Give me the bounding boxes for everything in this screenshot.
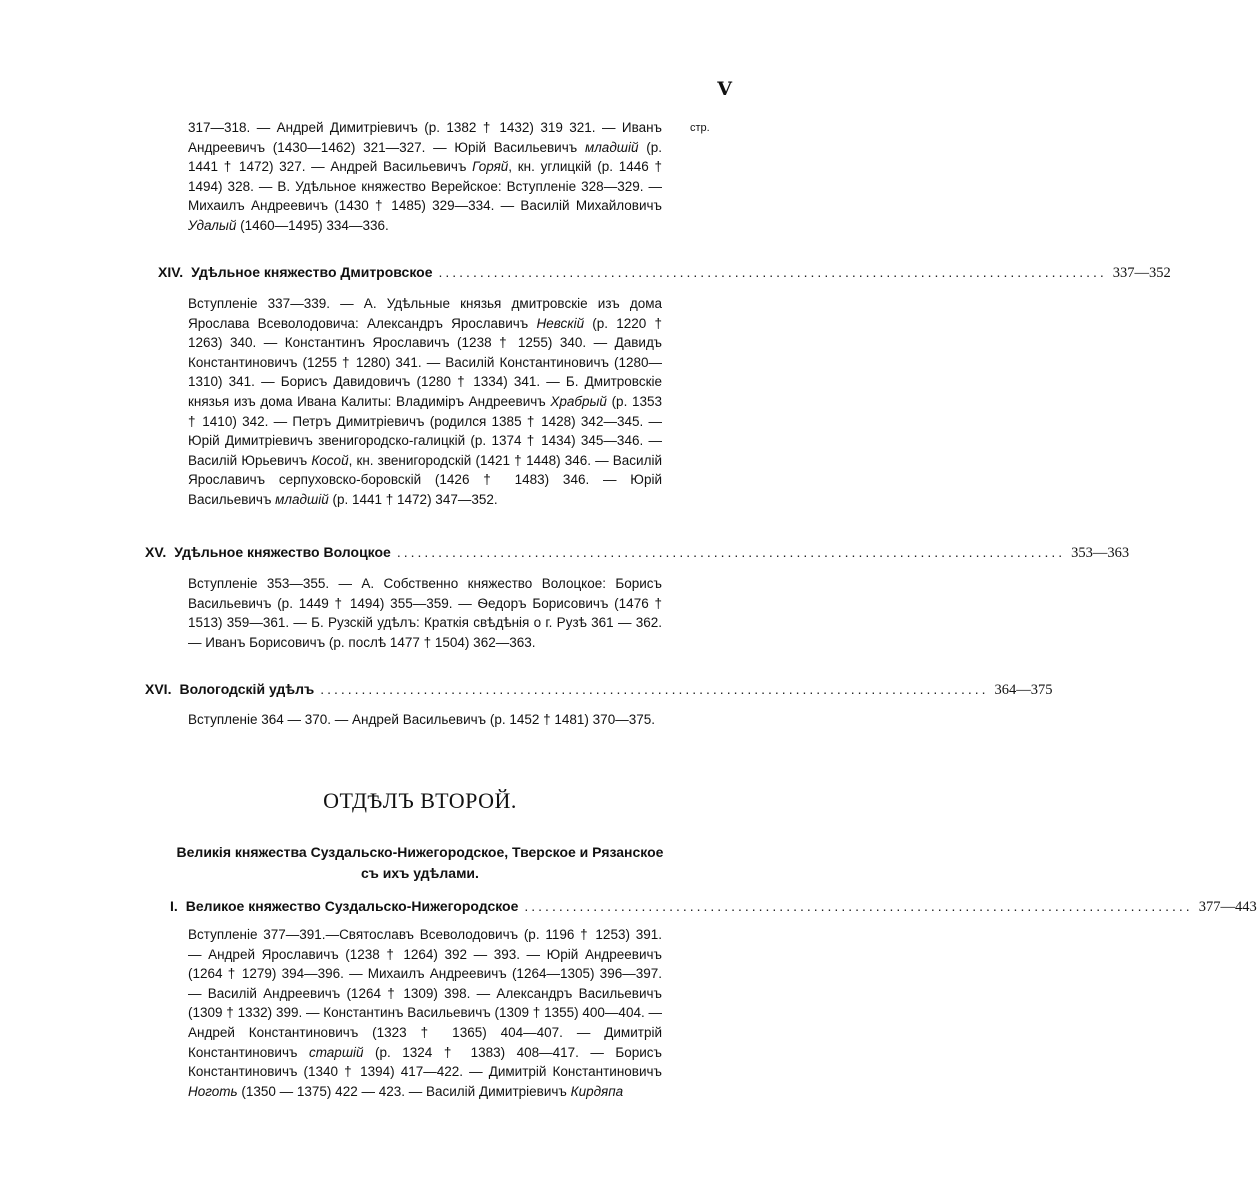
dot-leader: ................................................................................................. — [320, 681, 989, 697]
section-title: Удѣльное княжество Дмитровское — [191, 264, 433, 280]
part-title: ОТДѢЛЪ ВТОРОЙ. — [323, 788, 517, 813]
dot-leader: ................................................................................................. — [524, 898, 1193, 914]
text-run: (р. 1220 † 1263) 340. — Константинъ Ярославичъ (1238 † 1255) 340. — Давидъ Константиновичъ (1255 † 1280) 341. — Василій Константиновичъ (1280—1310) 341. — Борисъ Давидовичъ (1280 † 1334) 341. — Б. Дмитровскіе князья изъ дома Ивана Калиты: Владиміръ Андреевичъ — [188, 315, 663, 409]
page-range: 353—363 — [1071, 545, 1130, 561]
section-xiv-body — [188, 294, 662, 510]
epithet: младшій — [275, 491, 329, 507]
section-title: Великое княжество Суздальско-Нижегородское — [185, 898, 519, 914]
text-run: (1350 — 1375) 422 — 423. — Василій Димитріевичъ — [237, 1083, 571, 1099]
part-subtitle-line: съ ихъ удѣлами. — [361, 865, 479, 881]
text-run: , кн. углицкій (р. 1446 † 1494) 328. — В. Удѣльное княжество Верейское: Вступленіе 328—329. — Михаилъ Андреевичъ (1430 † 1485) 329—334. — Василій Михайловичъ — [188, 159, 663, 214]
text-run: Вступленіе 353—355. — А. Собственно княжество Волоцкое: Борисъ Васильевичъ (р. 1449 † 1494) 355—359. — Ѳедоръ Борисовичъ (1476 † 1513) 359—361. — Б. Рузскій удѣлъ: Краткія свѣдѣнія о г. Рузѣ 361 — 362. — Иванъ Борисовичъ (р. послѣ 1477 † 1504) 362—363. — [188, 576, 662, 650]
section-xvi-body — [188, 710, 662, 730]
margin-note: стр. — [690, 122, 710, 134]
text-run: , кн. звенигородскій (1421 † 1448) 346. — Василій Ярославичъ серпуховско-боровскій (1426 † 1483) 346. — Юрій Васильевичъ — [188, 452, 662, 507]
epithet: Храбрый — [550, 393, 607, 409]
part-subtitle — [150, 842, 690, 884]
toc-entry-i — [170, 898, 1257, 916]
section-numeral: I. — [170, 898, 178, 914]
section-numeral: XV. — [145, 544, 167, 560]
section-numeral: XIV. — [158, 264, 184, 280]
text-run: (р. 1441 † 1472) 327. — Андрей Васильевичъ — [188, 139, 662, 175]
section-title: Удѣльное княжество Волоцкое — [174, 544, 391, 560]
toc-entry-xvi — [145, 681, 1053, 699]
text-run: 317—318. — Андрей Димитріевичъ (р. 1382 † 1432) 319 321. — Иванъ Андреевичъ (1430—1462) 321—327. — Юрій Васильевичъ — [188, 120, 662, 155]
toc-entry-xv — [145, 544, 1130, 562]
epithet: Ноготь — [188, 1083, 238, 1099]
epithet: младшій — [584, 139, 639, 155]
section-xv-body — [188, 574, 662, 652]
text-run: Вступленіе 377—391.—Святославъ Всеволодовичъ (р. 1196 † 1253) 391. — Андрей Ярославичъ (1238 † 1264) 392 — 393. — Юрій Андреевичъ (1264 † 1279) 394—396. — Михаилъ Андреевичъ (1264—1305) 396—397. — Василій Андреевичъ (1264 † 1309) 398. — Александръ Васильевичъ (1309 † 1332) 399. — Константинъ Васильевичъ (1309 † 1355) 400—404. — Андрей Константиновичъ (1323 † 1365) 404—407. — Димитрій Константиновичъ — [188, 927, 662, 1060]
epithet: старшій — [308, 1044, 364, 1060]
text-run: (р. 1353 † 1410) 342. — Петръ Димитріевичъ (родился 1385 † 1428) 342—345. — Юрій Димитріевичъ звенигородско-галицкій (р. 1374 † 1434) 345—346. — Василій Юрьевичъ — [188, 393, 662, 468]
page-range: 337—352 — [1112, 265, 1171, 281]
epithet: Невскій — [536, 315, 585, 331]
section-title: Вологодскій удѣлъ — [179, 681, 315, 697]
continuation-paragraph — [188, 118, 662, 236]
toc-entry-xiv — [158, 264, 1171, 282]
dot-leader: ................................................................................................. — [438, 264, 1107, 280]
epithet: Кирдяпа — [570, 1083, 624, 1099]
text-run: Вступленіе 364 — 370. — Андрей Васильевичъ (р. 1452 † 1481) 370—375. — [188, 712, 655, 727]
section-numeral: XVI. — [145, 681, 172, 697]
text-run: (1460—1495) 334—336. — [236, 217, 389, 233]
page-range: 377—443 — [1198, 899, 1257, 915]
text-run: (р. 1441 † 1472) 347—352. — [328, 491, 498, 507]
text-run: (р. 1324 † 1383) 408—417. — Борисъ Константиновичъ (1340 † 1394) 417—422. — Димитрій Константиновичъ — [188, 1044, 662, 1080]
section-i-body — [188, 925, 662, 1101]
page-number: V — [717, 78, 732, 100]
page-range: 364—375 — [994, 682, 1053, 698]
epithet: Удалый — [188, 217, 237, 233]
part-subtitle-line: Великія княжества Суздальско-Нижегородское, Тверское и Рязанское — [176, 844, 664, 860]
epithet: Горяй — [472, 159, 509, 175]
epithet: Косой — [311, 452, 349, 468]
text-run: Вступленіе 337—339. — А. Удѣльные князья дмитровскіе изъ дома Ярослава Всеволодовича: Александръ Ярославичъ — [188, 296, 662, 331]
dot-leader: ................................................................................................. — [396, 544, 1066, 560]
